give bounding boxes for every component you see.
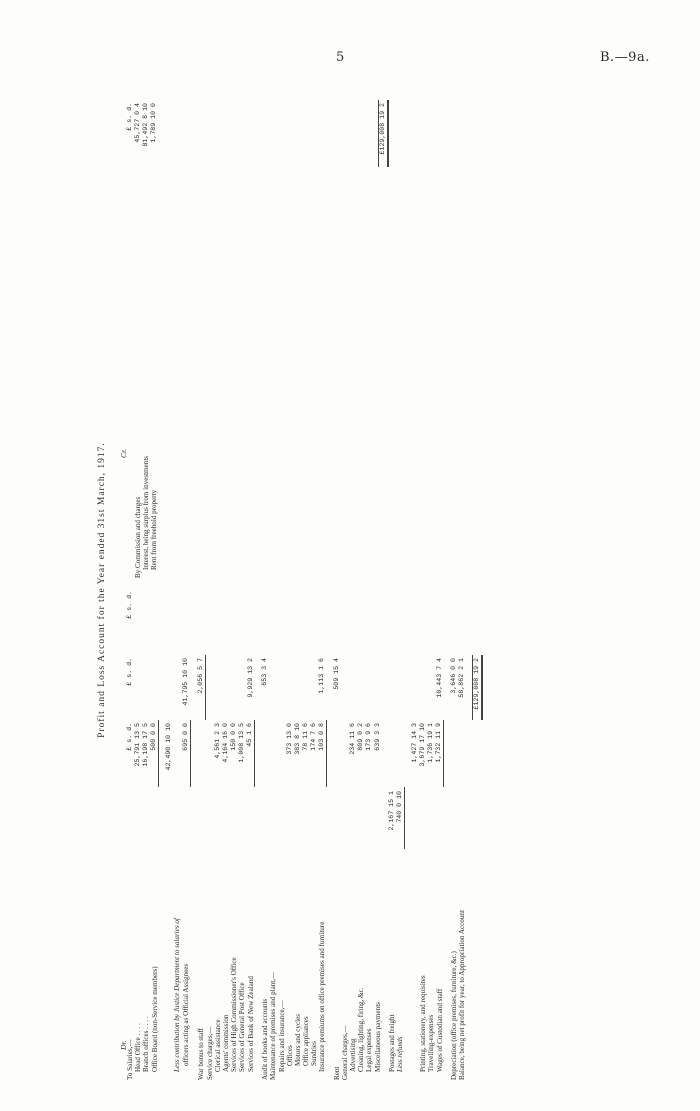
postages-label: Postages and freight	[387, 1014, 396, 1072]
maintenance-total: 1,113 1 6	[318, 658, 326, 694]
table-row	[286, 588, 294, 1080]
less-contribution-label: officers acting as Official Assignees	[182, 963, 191, 1066]
service-amount: 150 0 0	[230, 723, 238, 751]
debit-heading: Dr.	[119, 1040, 128, 1050]
less-contribution-label: Less contribution by Justice Department to salaries of	[173, 918, 182, 1072]
table-row	[435, 588, 444, 1080]
salary-amount: 16,198 17 5	[142, 723, 150, 767]
audit-label: Audit of books and accounts	[261, 998, 270, 1080]
credit-label: Interest, being surplus from investments	[142, 455, 151, 570]
table-row	[142, 588, 150, 1080]
column-header: £ s. d.	[126, 103, 133, 131]
printing-amount: 3,679 17 10	[418, 723, 426, 767]
table-row	[349, 588, 357, 1080]
table-row	[142, 100, 150, 578]
table-row	[302, 588, 310, 1080]
war-bonus-label: War bonus to staff	[197, 1028, 206, 1080]
credit-amount: 45,727 0 4	[134, 103, 142, 143]
credit-label: By Commission and charges	[134, 496, 143, 578]
credit-label: Rent from freehold property	[150, 489, 159, 570]
table-row	[126, 588, 134, 1080]
table-row	[261, 588, 269, 1080]
service-label: Services of High Commissioner's Office	[230, 957, 239, 1072]
salaries-sum: 42,490 10 10	[165, 723, 173, 771]
repair-label: Motors and cycles	[293, 1013, 302, 1066]
table-row	[318, 588, 327, 1080]
service-label: Services of General Post Office	[238, 982, 247, 1072]
account-title: Profit and Loss Account for the Year ended 31st March, 1917.	[97, 442, 107, 738]
to-salaries-label: To Salaries,—	[126, 1039, 134, 1080]
repair-amount: 103 0 8	[318, 720, 327, 787]
table-row	[150, 100, 158, 578]
table-row	[419, 588, 427, 1080]
general-charges-label: General charges,—	[341, 1025, 350, 1080]
table-row	[269, 588, 277, 1080]
war-bonus-amount: 2,056 5 7	[197, 655, 206, 720]
table-row	[126, 100, 134, 578]
table-row	[396, 588, 405, 1080]
table-row	[182, 588, 191, 1080]
general-amount: 173 9 6	[365, 723, 373, 751]
table-row	[458, 588, 466, 1080]
table-row	[238, 588, 246, 1080]
salary-label: Head Office . . . .	[134, 1023, 143, 1072]
balance-amount: 58,862 2 1	[458, 658, 466, 698]
service-charges-label: Service charges,—	[205, 1026, 214, 1080]
general-label: Cleaning, lighting, firing, &c.	[357, 987, 366, 1072]
table-row	[165, 588, 173, 1080]
repair-label: Office appliances	[301, 1016, 310, 1066]
table-row	[333, 588, 341, 1080]
repair-amount: 78 11 6	[301, 723, 309, 751]
wages-amount: 1,732 11 9	[435, 720, 444, 787]
audit-amount: 653 3 4	[261, 658, 269, 686]
service-amount: 45 1 6	[246, 720, 255, 787]
table-row	[150, 588, 159, 1080]
table-row	[134, 588, 142, 1080]
travelling-amount: 1,736 19 1	[427, 723, 434, 763]
rent-amount: 509 15 4	[333, 658, 341, 690]
table-row	[173, 588, 181, 1080]
table-row	[205, 588, 214, 1080]
page-number: 5	[336, 50, 345, 65]
table-row	[388, 588, 396, 1080]
general-label: Legal expenses	[365, 1028, 374, 1072]
less-contribution-amount: 695 0 0	[182, 720, 191, 787]
repair-label: Sundries	[309, 1041, 318, 1066]
column-header: £ s. d.	[126, 658, 133, 686]
service-amount: 4,164 16 0	[221, 723, 229, 763]
table-row	[411, 588, 419, 1080]
table-row	[222, 588, 230, 1080]
table-row	[427, 588, 435, 1080]
repair-label: Offices	[285, 1045, 294, 1066]
debit-grand-total: £129,008 19 2	[473, 655, 483, 720]
general-label: Advertising	[349, 1038, 358, 1072]
service-amount: 1,008 13 5	[238, 723, 246, 763]
profit-loss-account	[98, 100, 598, 1080]
salaries-net: 41,795 10 10	[182, 658, 190, 706]
general-amount: 809 0 2	[357, 723, 365, 751]
table-row	[246, 588, 255, 1080]
table-row	[230, 588, 238, 1080]
salary-label: Branch offices . . . .	[142, 1016, 151, 1072]
table-row	[378, 100, 388, 578]
table-row	[214, 588, 222, 1080]
depreciation-label: Depreciation (office premises, furniture, &c.)	[450, 951, 459, 1080]
balance-label: Balance, being net profit for year, to Appropriation Account	[458, 910, 467, 1080]
service-label: Services of Bank of New Zealand	[246, 976, 255, 1072]
salary-amount: 25,791 13 5	[134, 723, 142, 767]
table-row	[374, 588, 382, 1080]
service-amount: 4,561 2 3	[213, 723, 221, 759]
salary-label: Office Board (non-Service members)	[150, 966, 159, 1072]
table-row	[341, 588, 349, 1080]
postages-amount: 2,167 15 1	[387, 791, 395, 831]
table-row	[450, 588, 458, 1080]
postages-net: 1,427 14 3	[410, 723, 418, 763]
table-row	[134, 100, 142, 578]
table-row	[310, 588, 318, 1080]
column-header: £ s. d.	[126, 723, 133, 751]
table-row	[365, 588, 373, 1080]
table-row	[294, 588, 302, 1080]
service-total: 9,929 13 2	[246, 658, 254, 698]
service-label: Clerical assistance	[213, 1019, 222, 1072]
column-header: £ s. d.	[126, 591, 133, 619]
credit-amount: 1,789 10 0	[150, 103, 158, 143]
printing-label: Printing, stationery, and requisites	[418, 975, 427, 1072]
general-label: Miscellaneous payments	[373, 1002, 382, 1072]
repair-label: Insurance premiums on office premises and furniture	[318, 921, 327, 1072]
table-row	[473, 588, 483, 1080]
service-label: Agents' commission	[221, 1014, 230, 1072]
wages-label: Wages of Custodian and staff	[435, 988, 444, 1072]
page-reference: B.—9a.	[600, 50, 650, 65]
debit-table	[126, 588, 483, 1080]
repair-amount: 373 13 0	[285, 723, 293, 755]
depreciation-amount: 3,646 0 0	[450, 658, 458, 694]
table-row	[197, 588, 206, 1080]
less-refunds-label: Less refunds	[396, 1036, 405, 1072]
repairs-label: Repairs and insurance,—	[277, 1000, 286, 1072]
table-row	[357, 588, 365, 1080]
repair-amount: 174 7 6	[309, 723, 317, 751]
travelling-label: Travelling-expenses	[427, 1014, 435, 1072]
repair-amount: 383 8 10	[293, 723, 301, 755]
credit-amount: 81,492 8 10	[142, 103, 150, 147]
credit-grand-total: £129,008 19 2	[378, 100, 388, 167]
maintenance-label: Maintenance of premises and plant,—	[269, 971, 278, 1080]
rent-label: Rent	[333, 1066, 342, 1080]
table-row	[278, 588, 286, 1080]
general-amount: 234 11 6	[349, 723, 357, 755]
general-amount: 639 3 3	[373, 723, 381, 751]
general-total: 10,443 7 4	[435, 658, 443, 698]
refunds-amount: 740 0 10	[396, 787, 405, 849]
salary-amount: 500 0 0	[150, 720, 159, 787]
credit-heading: Cr.	[119, 448, 128, 458]
credit-table	[126, 100, 389, 578]
